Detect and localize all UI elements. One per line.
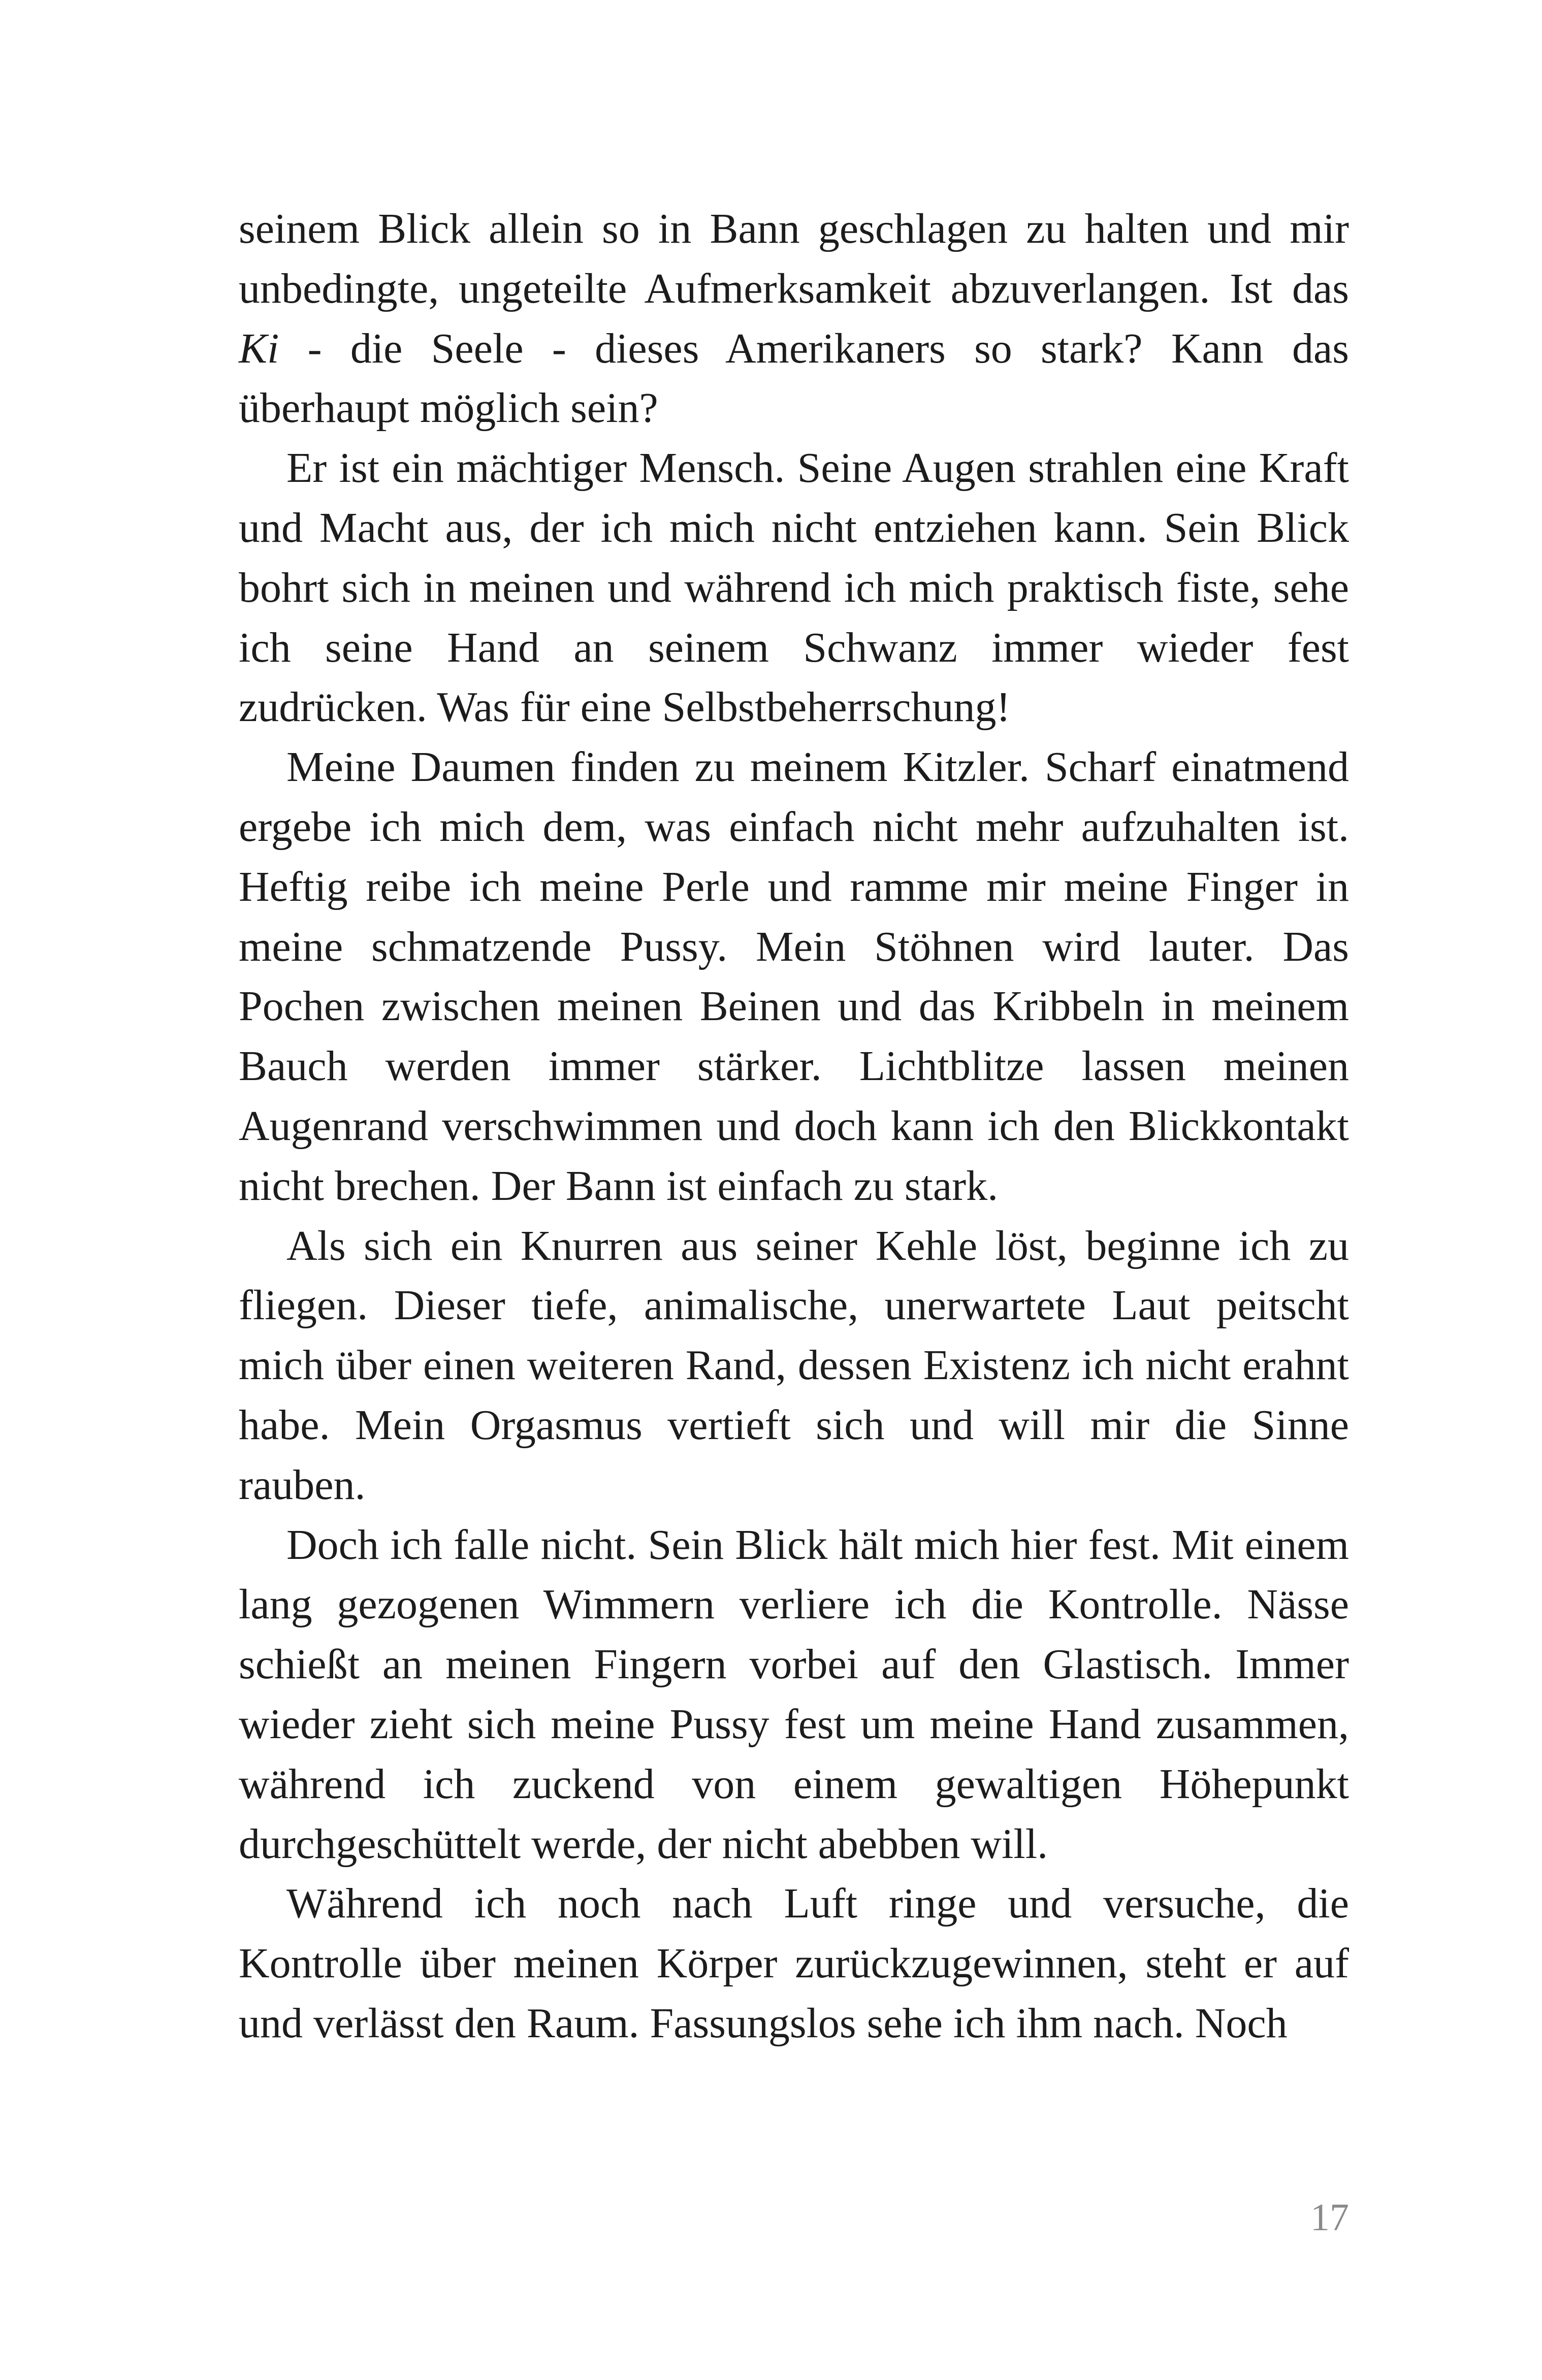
- paragraph: [239, 199, 1349, 438]
- paragraph: [239, 1515, 1349, 1874]
- paragraph: [239, 1874, 1349, 2053]
- body-text: [239, 199, 1349, 2053]
- text-run: Er ist ein mächtiger Mensch. Seine Augen strahlen eine Kraft und Macht aus, der ich mich nicht entziehen kann. Sein Blick bohrt sich in meinen und während ich mich praktisch fiste, sehe ich seine Hand an seinem Schwanz immer wieder fest zudrücken. Was für eine Selbstbeherrschung!: [239, 444, 1349, 731]
- text-run: seinem Blick allein so in Bann geschlagen zu halten und mir unbedingte, ungeteilte Aufmerksamkeit abzuverlangen. Ist das: [239, 205, 1349, 312]
- paragraph: [239, 1216, 1349, 1515]
- italic-text: Ki: [239, 324, 279, 372]
- text-run: Doch ich falle nicht. Sein Blick hält mich hier fest. Mit einem lang gezogenen Wimmern verliere ich die Kontrolle. Nässe schießt an meinen Fingern vorbei auf den Glastisch. Immer wieder zieht sich meine Pussy fest um meine Hand zusammen, während ich zuckend von einem gewaltigen Höhepunkt durchgeschüttelt werde, der nicht abebben will.: [239, 1521, 1349, 1868]
- text-run: Als sich ein Knurren aus seiner Kehle löst, beginne ich zu fliegen. Dieser tiefe, animalische, unerwartete Laut peitscht mich über einen weiteren Rand, dessen Existenz ich nicht erahnt habe. Mein Orgasmus vertieft sich und will mir die Sinne rauben.: [239, 1222, 1349, 1509]
- paragraph: [239, 737, 1349, 1216]
- text-run: - die Seele - dieses Amerikaners so stark? Kann das überhaupt möglich sein?: [239, 324, 1349, 432]
- paragraph: [239, 438, 1349, 737]
- text-run: Meine Daumen finden zu meinem Kitzler. Scharf einatmend ergebe ich mich dem, was einfach nicht mehr aufzuhalten ist. Heftig reibe ich meine Perle und ramme mir meine Finger in meine schmatzende Pussy. Mein Stöhnen wird lauter. Das Pochen zwischen meinen Beinen und das Kribbeln in meinem Bauch werden immer stärker. Lichtblitze lassen meinen Augenrand verschwimmen und doch kann ich den Blickkontakt nicht brechen. Der Bann ist einfach zu stark.: [239, 743, 1349, 1210]
- page-number: 17: [1310, 2196, 1349, 2239]
- text-run: Während ich noch nach Luft ringe und versuche, die Kontrolle über meinen Körper zurückzugewinnen, steht er auf und verlässt den Raum. Fassungslos sehe ich ihm nach. Noch: [239, 1880, 1349, 2047]
